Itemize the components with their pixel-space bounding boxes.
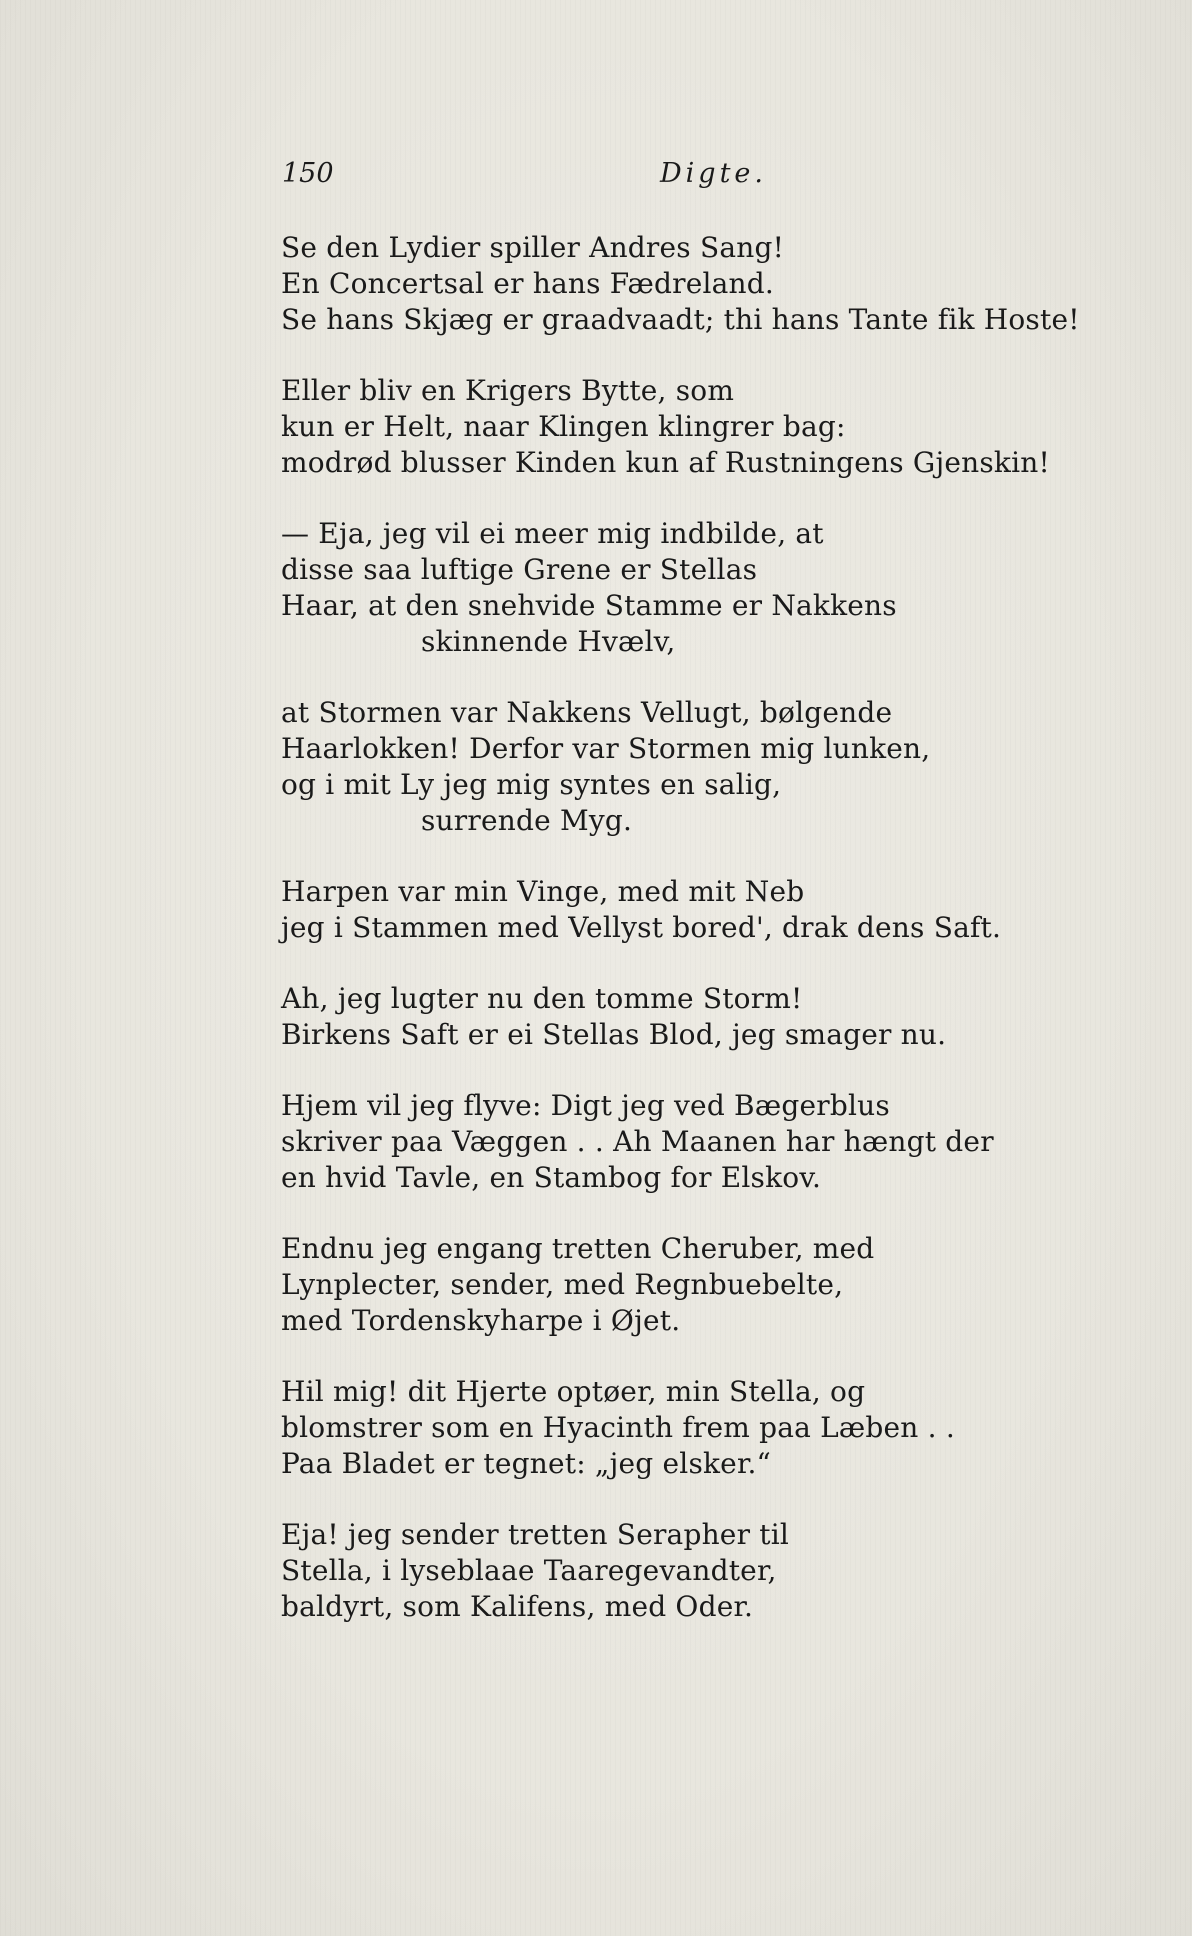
page-header xyxy=(282,158,767,194)
verse-line: Lynplecter, sender, med Regnbuebelte, xyxy=(281,1268,844,1301)
verse-line: Birkens Saft er ei Stellas Blod, jeg smager nu. xyxy=(281,1018,947,1051)
verse-line: med Tordenskyharpe i Øjet. xyxy=(281,1304,681,1337)
verse-line: baldyrt, som Kalifens, med Oder. xyxy=(281,1590,754,1623)
verse-line: skriver paa Væggen . . Ah Maanen har hængt der xyxy=(281,1125,994,1158)
stanza xyxy=(281,373,1061,481)
verse-line: blomstrer som en Hyacinth frem paa Læben . . xyxy=(281,1411,955,1444)
verse-line: — Eja, jeg vil ei meer mig indbilde, at xyxy=(281,517,824,550)
stanza xyxy=(281,1088,1061,1196)
verse-line: Ah, jeg lugter nu den tomme Storm! xyxy=(281,982,803,1015)
verse-line: kun er Helt, naar Klingen klingrer bag: xyxy=(281,410,846,443)
stanza xyxy=(281,874,1061,946)
verse-line: Haar, at den snehvide Stamme er Nakkens xyxy=(281,589,897,622)
verse-line: Eja! jeg sender tretten Serapher til xyxy=(281,1518,790,1551)
verse-line-continuation: surrende Myg. xyxy=(421,804,633,837)
verse-line-continuation: skinnende Hvælv, xyxy=(421,625,676,658)
stanza xyxy=(281,1374,1061,1482)
stanza xyxy=(281,230,1080,338)
verse-line: Hil mig! dit Hjerte optøer, min Stella, og xyxy=(281,1375,866,1408)
verse-line: modrød blusser Kinden kun af Rustningens Gjenskin! xyxy=(281,446,1050,479)
verse-line: og i mit Ly jeg mig syntes en salig, xyxy=(281,768,782,801)
verse-line: Stella, i lyseblaae Taaregevandter, xyxy=(281,1554,777,1587)
verse-line: Se hans Skjæg er graadvaadt; thi hans Tante fik Hoste! xyxy=(281,303,1080,336)
running-title: Digte. xyxy=(660,158,767,189)
stanza xyxy=(281,981,1061,1053)
verse-line: at Stormen var Nakkens Vellugt, bølgende xyxy=(281,696,893,729)
verse-line: Eller bliv en Krigers Bytte, som xyxy=(281,374,735,407)
verse-line: jeg i Stammen med Vellyst bored', drak dens Saft. xyxy=(281,911,1002,944)
page-number: 150 xyxy=(282,158,334,189)
stanza xyxy=(281,1231,1061,1339)
verse-line: Se den Lydier spiller Andres Sang! xyxy=(281,231,785,264)
verse-line: Harpen var min Vinge, med mit Neb xyxy=(281,875,805,908)
verse-line: Paa Bladet er tegnet: „jeg elsker.“ xyxy=(281,1447,772,1480)
verse-line: Endnu jeg engang tretten Cheruber, med xyxy=(281,1232,875,1265)
verse-line: disse saa luftige Grene er Stellas xyxy=(281,553,758,586)
verse-line: En Concertsal er hans Fædreland. xyxy=(281,267,775,300)
stanza xyxy=(281,1517,1061,1625)
poem-body xyxy=(281,230,1080,1660)
stanza xyxy=(281,695,1061,839)
stanza xyxy=(281,516,1061,660)
verse-line: en hvid Tavle, en Stambog for Elskov. xyxy=(281,1161,822,1194)
verse-line: Haarlokken! Derfor var Stormen mig lunken, xyxy=(281,732,931,765)
verse-line: Hjem vil jeg flyve: Digt jeg ved Bægerblus xyxy=(281,1089,890,1122)
